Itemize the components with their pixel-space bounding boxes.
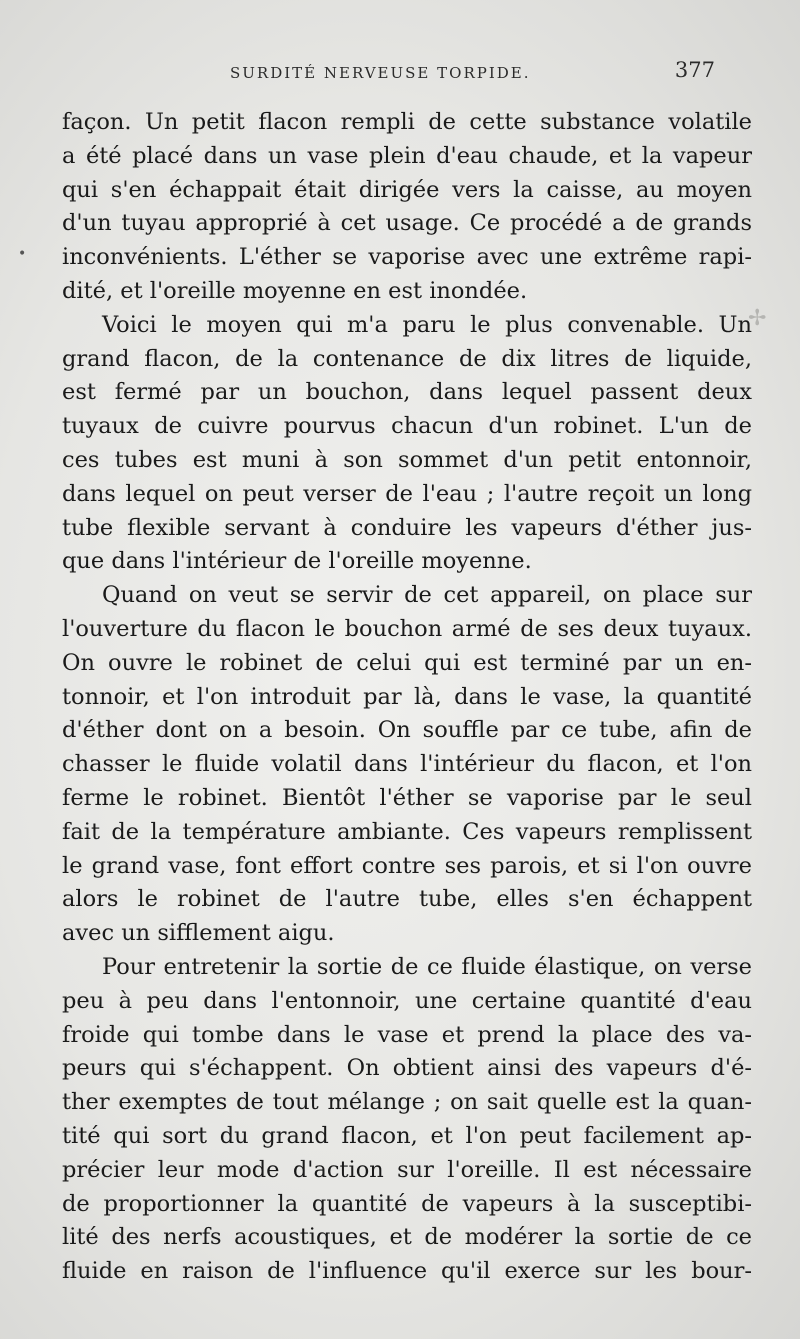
body-text bbox=[62, 106, 752, 1289]
text-line: qui s'en échappait était dirigée vers la caisse, au moyen bbox=[62, 176, 752, 203]
text-line: ther exemptes de tout mélange ; on sait quelle est la quan- bbox=[62, 1089, 752, 1116]
text-line: avec un sifflement aigu. bbox=[62, 920, 335, 947]
text-line: dans lequel on peut verser de l'eau ; l'autre reçoit un long bbox=[62, 480, 752, 507]
text-line: le grand vase, font effort contre ses parois, et si l'on ouvre bbox=[62, 852, 752, 879]
text-line: dité, et l'oreille moyenne en est inondée. bbox=[62, 277, 528, 304]
text-line: d'un tuyau approprié à cet usage. Ce procédé a de grands bbox=[62, 210, 752, 237]
text-line: lité des nerfs acoustiques, et de modérer la sortie de ce bbox=[62, 1224, 752, 1251]
text-line: ces tubes est muni à son sommet d'un petit entonnoir, bbox=[62, 446, 752, 473]
text-line: peurs qui s'échappent. On obtient ainsi des vapeurs d'é- bbox=[62, 1055, 752, 1082]
text-line: Quand on veut se servir de cet appareil, on place sur bbox=[102, 582, 752, 609]
text-line: l'ouverture du flacon le bouchon armé de ses deux tuyaux. bbox=[62, 615, 752, 642]
page-number: 377 bbox=[674, 58, 715, 82]
text-line: tube flexible servant à conduire les vapeurs d'éther jus- bbox=[62, 514, 752, 541]
text-line: précier leur mode d'action sur l'oreille. Il est nécessaire bbox=[62, 1156, 752, 1183]
text-line: froide qui tombe dans le vase et prend la place des va- bbox=[62, 1021, 752, 1048]
text-line: est fermé par un bouchon, dans lequel passent deux bbox=[62, 379, 752, 406]
text-line: inconvénients. L'éther se vaporise avec une extrême rapi- bbox=[62, 244, 752, 271]
running-title: SURDITÉ NERVEUSE TORPIDE. bbox=[230, 64, 531, 82]
text-line: ferme le robinet. Bientôt l'éther se vaporise par le seul bbox=[62, 784, 752, 811]
text-line: chasser le fluide volatil dans l'intérieur du flacon, et l'on bbox=[62, 751, 752, 778]
text-line: fait de la température ambiante. Ces vapeurs remplissent bbox=[62, 818, 752, 845]
text-line: d'éther dont on a besoin. On souffle par ce tube, afin de bbox=[62, 717, 752, 744]
text-line: alors le robinet de l'autre tube, elles s'en échappent bbox=[62, 886, 752, 913]
page-header bbox=[230, 58, 715, 88]
text-line: fluide en raison de l'influence qu'il exerce sur les bour- bbox=[62, 1258, 752, 1285]
text-line: Voici le moyen qui m'a paru le plus convenable. Un bbox=[102, 311, 752, 338]
text-line: peu à peu dans l'entonnoir, une certaine quantité d'eau bbox=[62, 987, 752, 1014]
text-line: façon. Un petit flacon rempli de cette substance volatile bbox=[62, 109, 752, 135]
margin-mark: ✢ bbox=[748, 306, 767, 331]
text-line: que dans l'intérieur de l'oreille moyenne. bbox=[62, 548, 532, 575]
margin-mark: • bbox=[18, 246, 27, 262]
text-line: tonnoir, et l'on introduit par là, dans le vase, la quantité bbox=[62, 683, 752, 710]
text-line: de proportionner la quantité de vapeurs à la susceptibi- bbox=[62, 1190, 752, 1217]
text-line: grand flacon, de la contenance de dix litres de liquide, bbox=[62, 345, 752, 372]
text-line: Pour entretenir la sortie de ce fluide élastique, on verse bbox=[102, 953, 752, 980]
text-line: tité qui sort du grand flacon, et l'on peut facilement ap- bbox=[62, 1122, 752, 1149]
text-line: a été placé dans un vase plein d'eau chaude, et la vapeur bbox=[62, 142, 752, 169]
text-line: tuyaux de cuivre pourvus chacun d'un robinet. L'un de bbox=[62, 413, 752, 440]
text-line: On ouvre le robinet de celui qui est terminé par un en- bbox=[62, 649, 752, 676]
